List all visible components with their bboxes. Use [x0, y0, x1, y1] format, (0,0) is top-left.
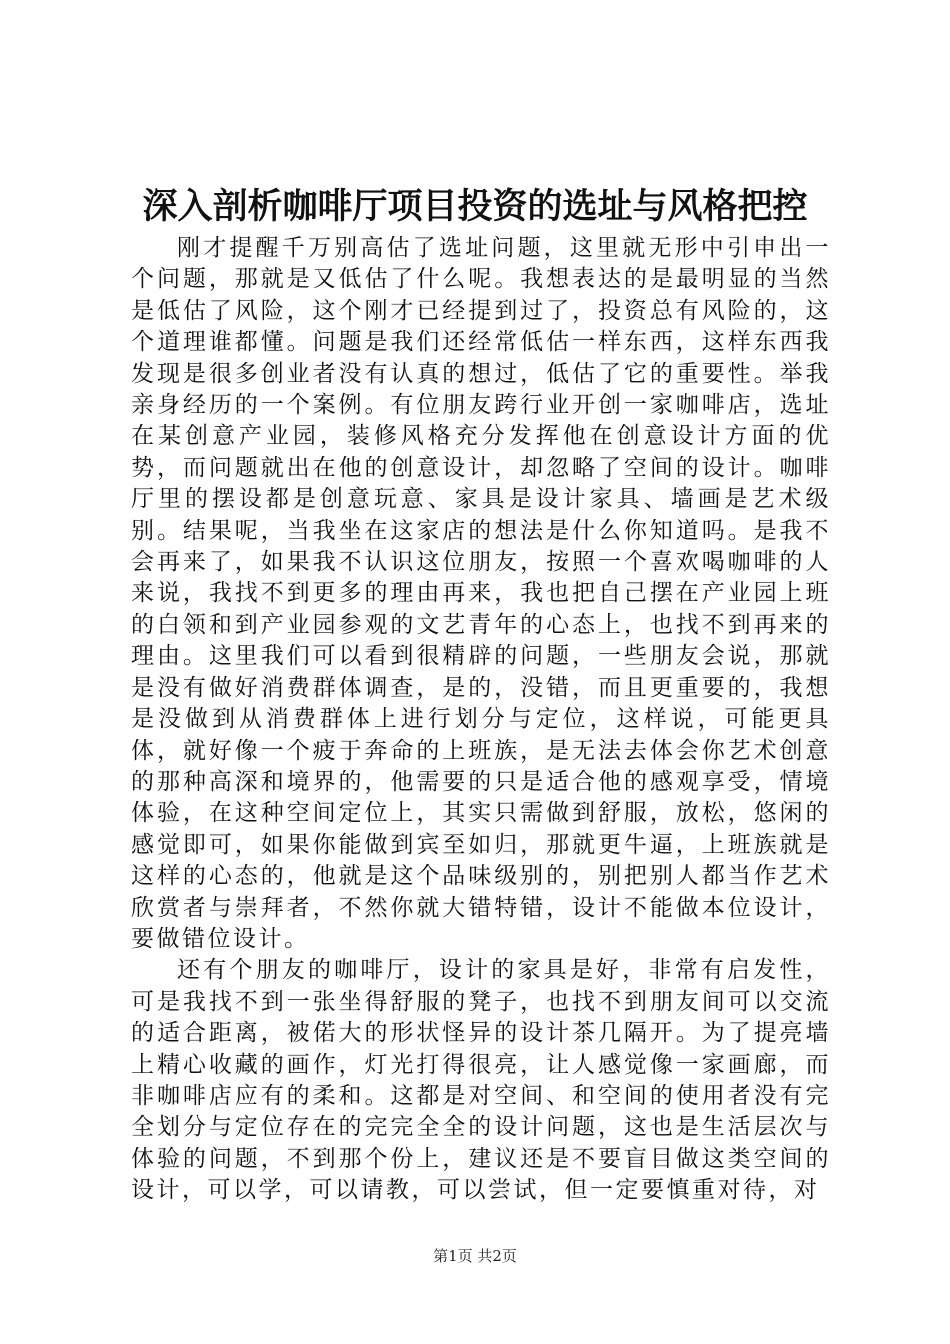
document-title: 深入剖析咖啡厅项目投资的选址与风格把控: [142, 186, 808, 227]
page-number-footer: 第1页 共2页: [433, 1247, 517, 1265]
paragraph-1: 刚才提醒千万别高估了选址问题，这里就无形中引申出一个问题，那就是又低估了什么呢。我想表达的是最明显的当然是低估了风险，这个刚才已经提到过了，投资总有风险的，这个道理谁都懂。问题是我们还经常低估一样东西，这样东西我发现是很多创业者没有认真的想过，低估了它的重要性。举我亲身经历的一个案例。有位朋友跨行业开创一家咖啡店，选址在某创意产业园，装修风格充分发挥他在创意设计方面的优势，而问题就出在他的创意设计，却忽略了空间的设计。咖啡厅里的摆设都是创意玩意、家具是设计家具、墙画是艺术级别。结果呢，当我坐在这家店的想法是什么你知道吗。是我不会再来了，如果我不认识这位朋友，按照一个喜欢喝咖啡的人来说，我找不到更多的理由再来，我也把自己摆在产业园上班的白领和到产业园参观的文艺青年的心态上，也找不到再来的理由。这里我们可以看到很精辟的问题，一些朋友会说，那就是没有做好消费群体调查，是的，没错，而且更重要的，我想是没做到从消费群体上进行划分与定位，这样说，可能更具体，就好像一个疲于奔命的上班族，是无法去体会你艺术创意的那种高深和境界的，他需要的只是适合他的感观享受，情境体验，在这种空间定位上，其实只需做到舒服，放松，悠闲的感觉即可，如果你能做到宾至如归，那就更牛逼，上班族就是这样的心态的，他就是这个品味级别的，别把别人都当作艺术欣赏者与崇拜者，不然你就大错特错，设计不能做本位设计，要做错位设计。: [131, 235, 831, 952]
paragraph-2: 还有个朋友的咖啡厅，设计的家具是好，非常有启发性，可是我找不到一张坐得舒服的凳子，也找不到朋友间可以交流的适合距离，被偌大的形状怪异的设计茶几隔开。为了提亮墙上精心收藏的画作，灯光打得很亮，让人感觉像一家画廊，而非咖啡店应有的柔和。这都是对空间、和空间的使用者没有完全划分与定位存在的完完全全的设计问题，这也是生活层次与体验的问题，不到那个份上，建议还是不要盲目做这类空间的设计，可以学，可以请教，可以尝试，但一定要慎重对待，对: [131, 957, 831, 1204]
document-body: [131, 233, 831, 1207]
